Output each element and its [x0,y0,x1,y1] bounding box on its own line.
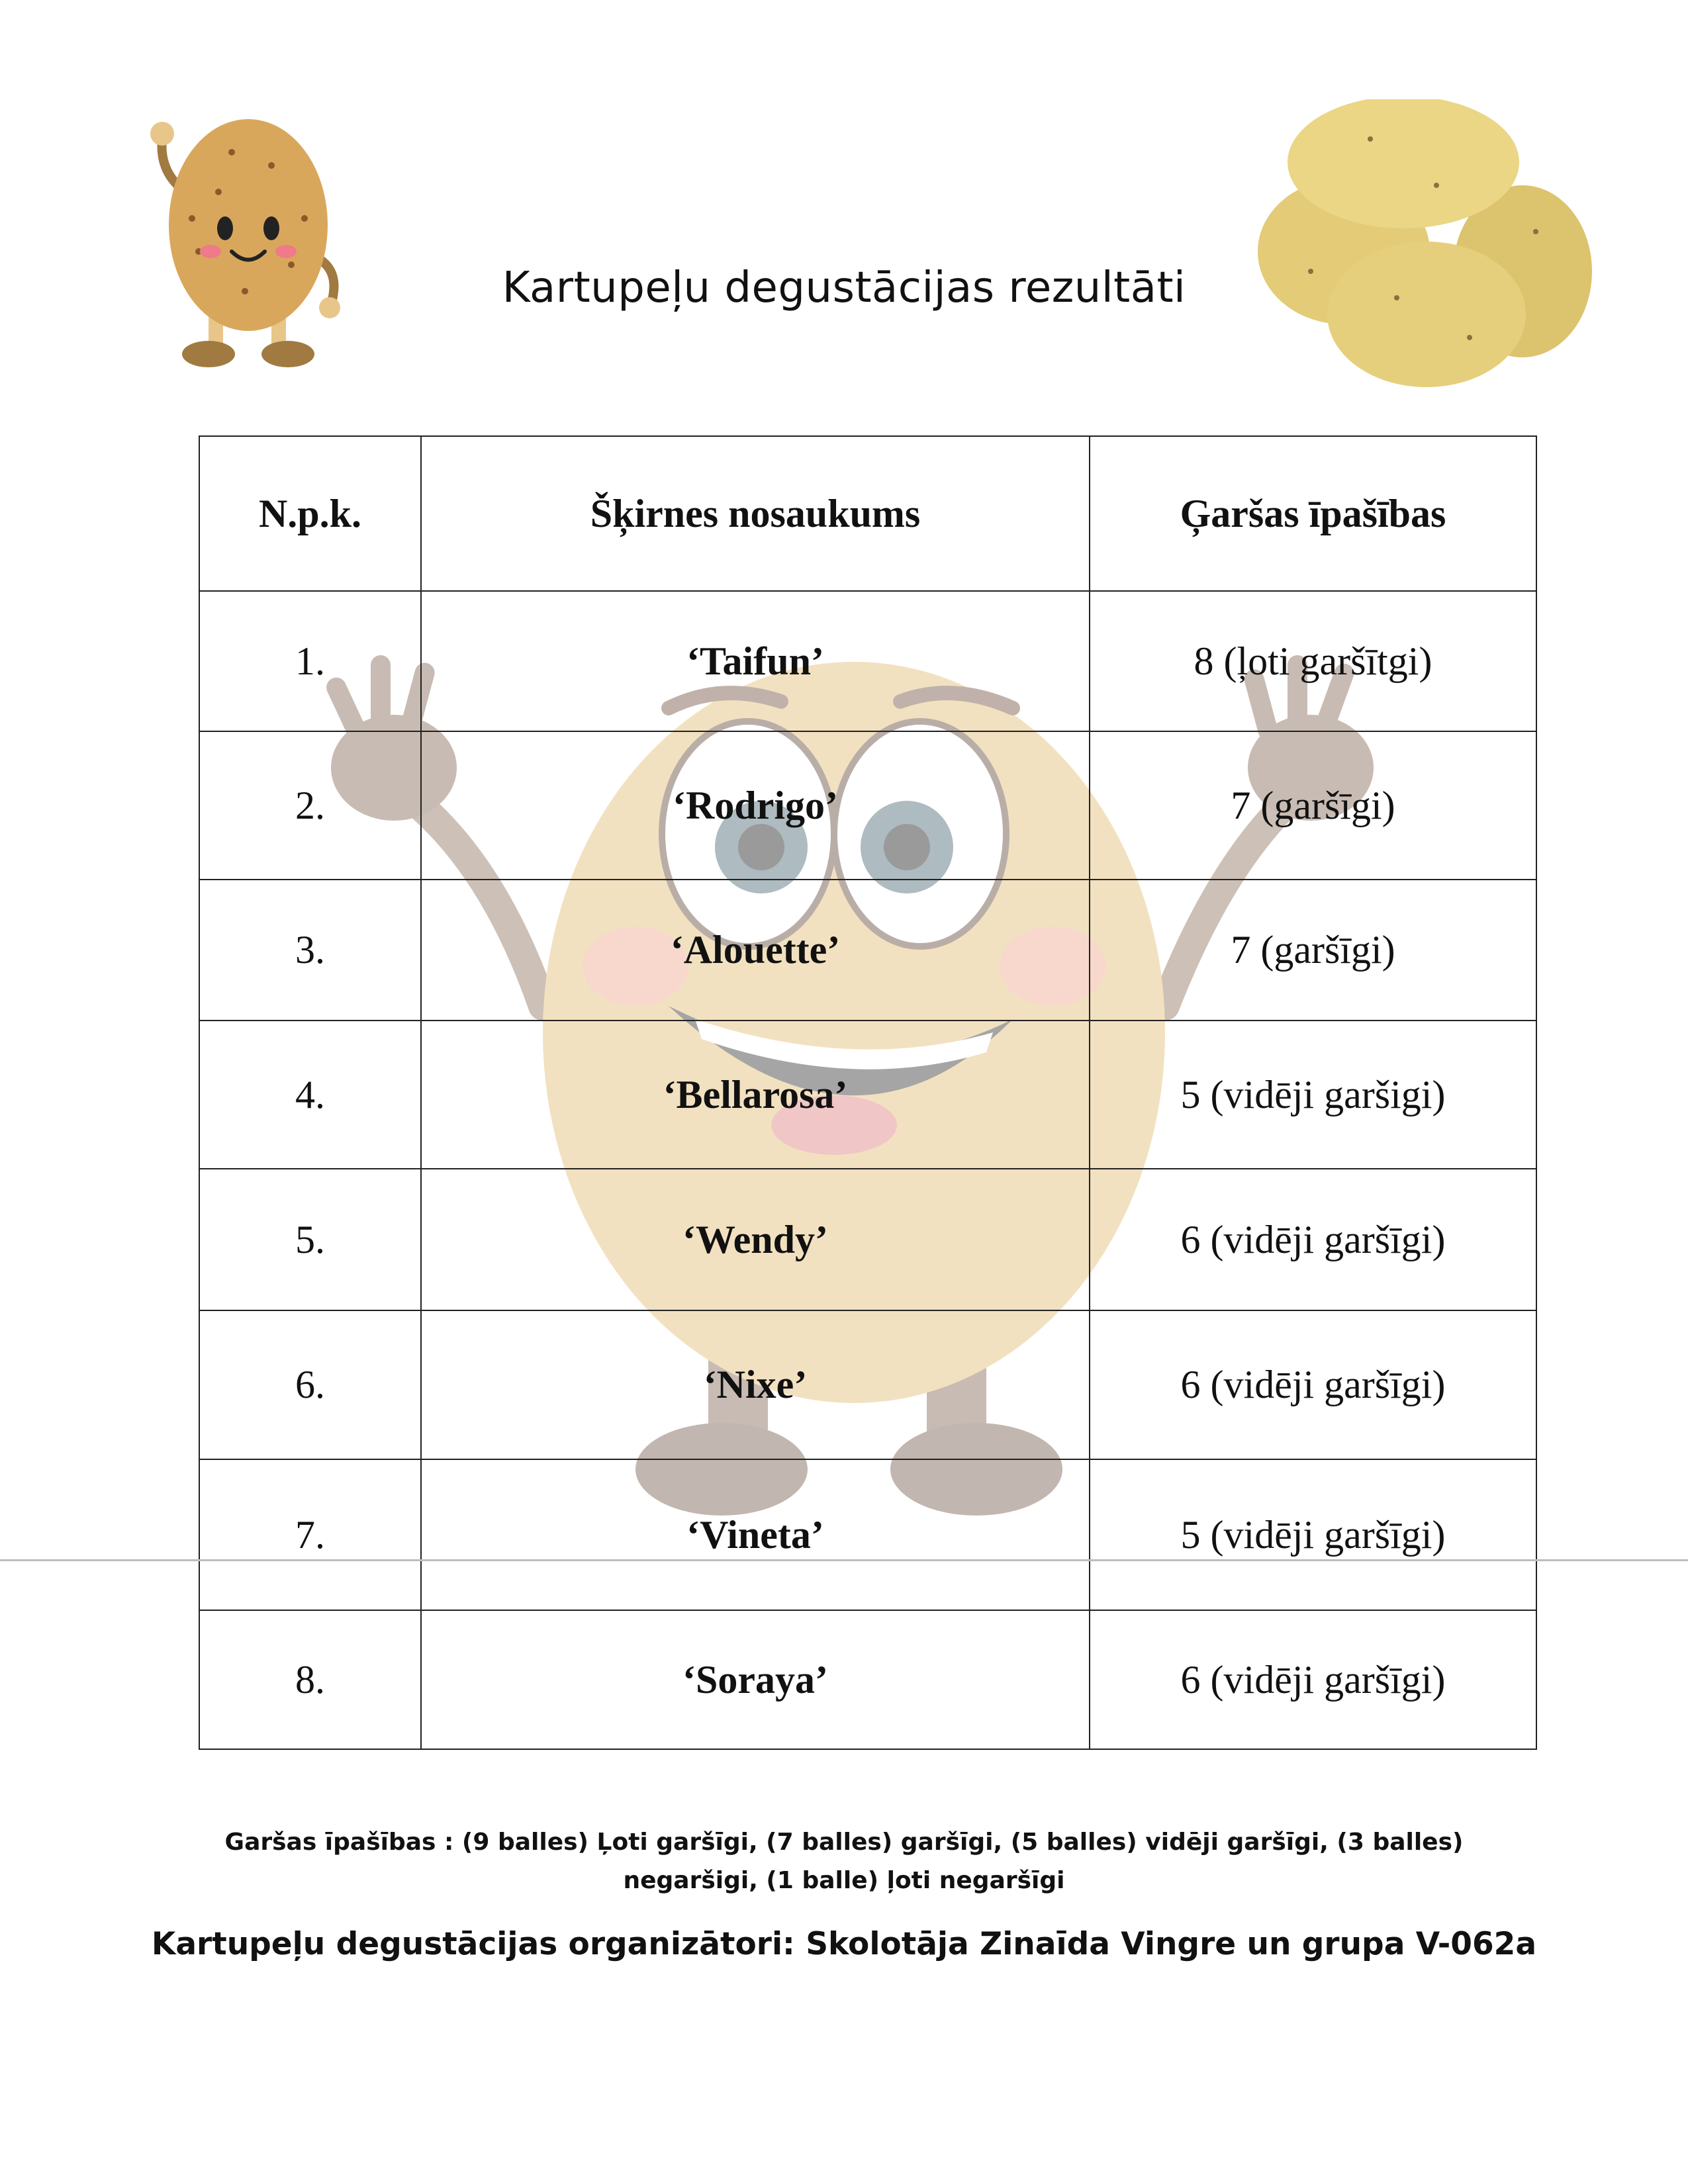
table-row [199,1021,1536,1169]
row-number: 5. [199,1169,421,1310]
row-number: 8. [199,1610,421,1749]
row-number: 3. [199,880,421,1021]
results-table [199,435,1537,1750]
potato-mascot-icon [139,93,357,377]
page-title: Kartupeļu degustācijas rezultāti [502,263,1186,312]
row-number: 2. [199,731,421,880]
row-number: 4. [199,1021,421,1169]
variety-name: ‘Vineta’ [421,1459,1090,1610]
table-header-row [199,436,1536,591]
header-number: N.p.k. [199,436,421,591]
page-divider [0,1559,1688,1561]
taste-rating: 7 (garšīgi) [1090,731,1536,880]
table-row [199,1610,1536,1749]
variety-name: ‘Rodrigo’ [421,731,1090,880]
header-taste-properties: Ģaršas īpašības [1090,436,1536,591]
potatoes-photo [1238,99,1595,390]
row-number: 7. [199,1459,421,1610]
header-variety-name: Šķirnes nosaukums [421,436,1090,591]
table-row [199,731,1536,880]
taste-rating: 6 (vidēji garšīgi) [1090,1610,1536,1749]
taste-rating: 5 (vidēji garšigi) [1090,1021,1536,1169]
table-row [199,1310,1536,1459]
taste-rating: 6 (vidēji garšīgi) [1090,1310,1536,1459]
row-number: 1. [199,591,421,731]
taste-legend: Garšas īpašības : (9 balles) Ļoti garšīgi, (7 balles) garšīgi, (5 balles) vidēji garšīgi, (3 balles) negaršigi, (1 balle) ļoti negaršīgi [224,1829,1464,1894]
variety-name: ‘Soraya’ [421,1610,1090,1749]
table-row [199,1169,1536,1310]
organizers-note: Kartupeļu degustācijas organizātori: Skolotāja Zinaīda Vingre un grupa V-062a [151,1926,1537,1962]
variety-name: ‘Nixe’ [421,1310,1090,1459]
row-number: 6. [199,1310,421,1459]
table-row [199,880,1536,1021]
taste-rating: 8 (ļoti garšītgi) [1090,591,1536,731]
table-row [199,1459,1536,1610]
variety-name: ‘Alouette’ [421,880,1090,1021]
taste-rating: 6 (vidēji garšīgi) [1090,1169,1536,1310]
taste-rating: 5 (vidēji garšīgi) [1090,1459,1536,1610]
variety-name: ‘Wendy’ [421,1169,1090,1310]
variety-name: ‘Taifun’ [421,591,1090,731]
table-row [199,591,1536,731]
variety-name: ‘Bellarosa’ [421,1021,1090,1169]
taste-rating: 7 (garšīgi) [1090,880,1536,1021]
